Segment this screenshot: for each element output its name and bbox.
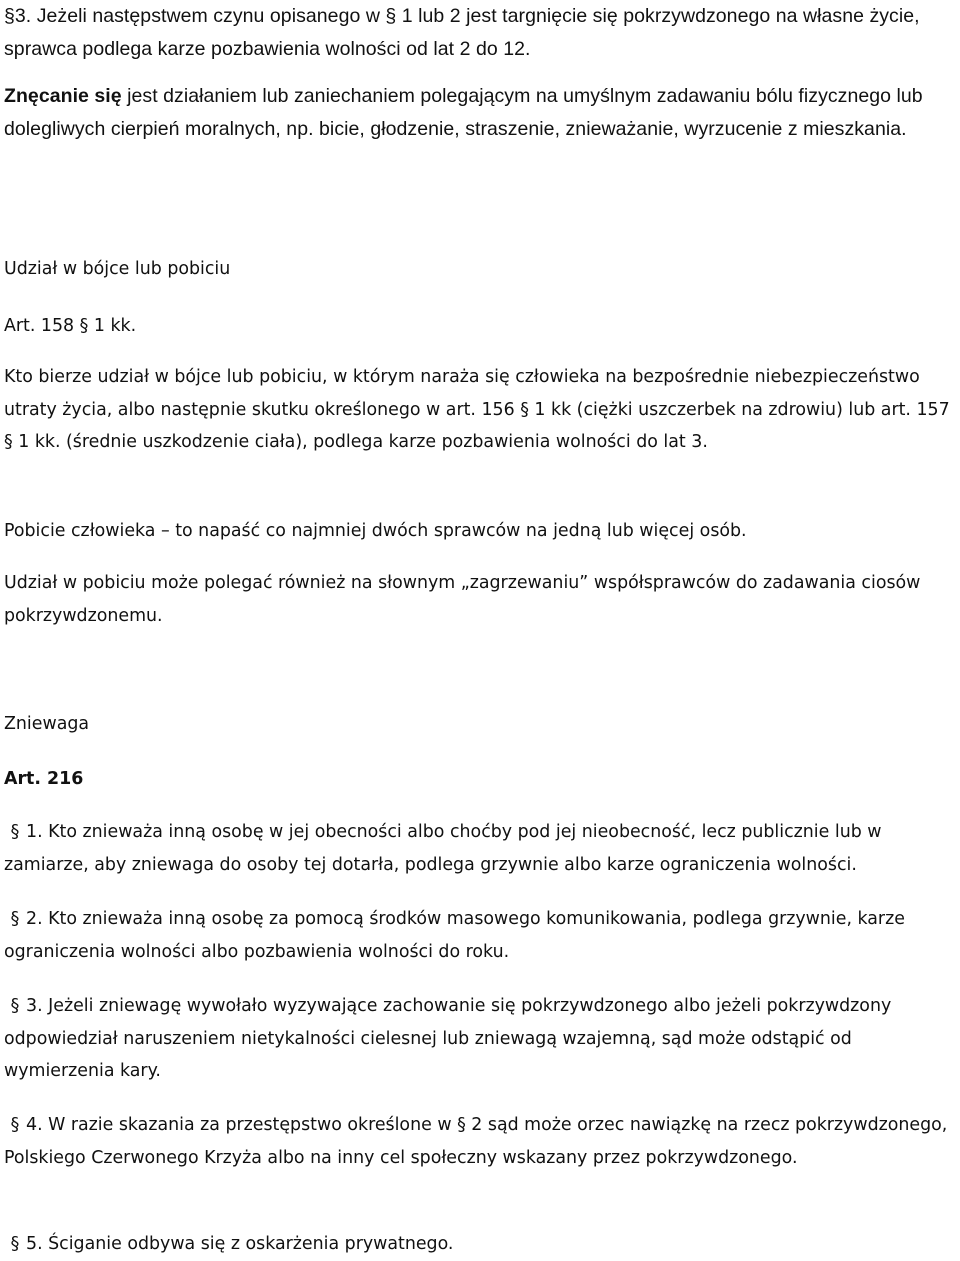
article-label-216: Art. 216 [4,769,84,789]
section-sign: § [10,1115,20,1135]
paragraph-text: jest działaniem lub zaniechaniem polegającym na umyślnym zadawaniu bólu fizycznego lub dolegliwych cierpień moralnych, np. bicie, głodzenie, straszenie, znieważanie, wyrzucenie z mieszkania. [4,85,923,140]
section-sign: § [10,996,20,1016]
paragraph-art-216-par-1 [4,816,956,881]
paragraph-znecanie-definition [4,80,956,145]
section-sign: § [10,909,20,929]
paragraph-text: 1. Kto znieważa inną osobę w jej obecności albo choćby pod jej nieobecność, lecz publicznie lub w zamiarze, aby zniewaga do osoby tej dotarła, podlega grzywnie albo karze ograniczenia wolności. [4,822,882,875]
paragraph-text: 4. W razie skazania za przestępstwo określone w § 2 sąd może orzec nawiązkę na rzecz pokrzywdzonego, Polskiego Czerwonego Krzyża albo na inny cel społeczny wskazany przez pokrzywdzonego. [4,1115,948,1168]
paragraph-art-216-par-2 [4,903,956,968]
article-label-158: Art. 158 § 1 kk. [4,316,137,336]
section-heading-bojka: Udział w bójce lub pobiciu [4,259,231,279]
section-sign: § [10,1234,20,1254]
paragraph-art-216-par-3 [4,990,956,1088]
term-bold: Znęcanie się [4,85,122,107]
paragraph-pobicie-definition: Pobicie człowieka – to napaść co najmniej dwóch sprawców na jedną lub więcej osób. [4,521,747,541]
paragraph-text: §3. Jeżeli następstwem czynu opisanego w § 1 lub 2 jest targnięcie się pokrzywdzonego na własne życie, sprawca podlega karze pozbawienia wolności od lat 2 do 12. [4,5,920,60]
paragraph-art-216-par-4 [4,1109,956,1174]
paragraph-art-158-text: Kto bierze udział w bójce lub pobiciu, w którym naraża się człowieka na bezpośrednie niebezpieczeństwo utraty życia, albo następnie skutku określonego w art. 156 § 1 kk (ciężki uszczerbek na zdrowiu) lub art. 157 § 1 kk. (średnie uszkodzenie ciała), podlega karze pozbawienia wolności do lat 3. [4,367,950,453]
paragraph-udzial-w-pobiciu: Udział w pobiciu może polegać również na słownym „zagrzewaniu” współsprawców do zadawania ciosów pokrzywdzonemu. [4,573,921,626]
paragraph-text: 5. Ściganie odbywa się z oskarżenia prywatnego. [26,1234,454,1254]
paragraph-art-207-par-3 [4,0,956,65]
paragraph-text: 3. Jeżeli zniewagę wywołało wyzywające zachowanie się pokrzywdzonego albo jeżeli pokrzywdzony odpowiedział naruszeniem nietykalności cielesnej lub zniewagą wzajemną, sąd może odstąpić od wymierzenia kary. [4,996,892,1082]
paragraph-text: 2. Kto znieważa inną osobę za pomocą środków masowego komunikowania, podlega grzywnie, karze ograniczenia wolności albo pozbawienia wolności do roku. [4,909,905,962]
section-sign: § [10,822,20,842]
section-heading-zniewaga: Zniewaga [4,714,90,734]
paragraph-art-216-par-5 [4,1228,956,1261]
